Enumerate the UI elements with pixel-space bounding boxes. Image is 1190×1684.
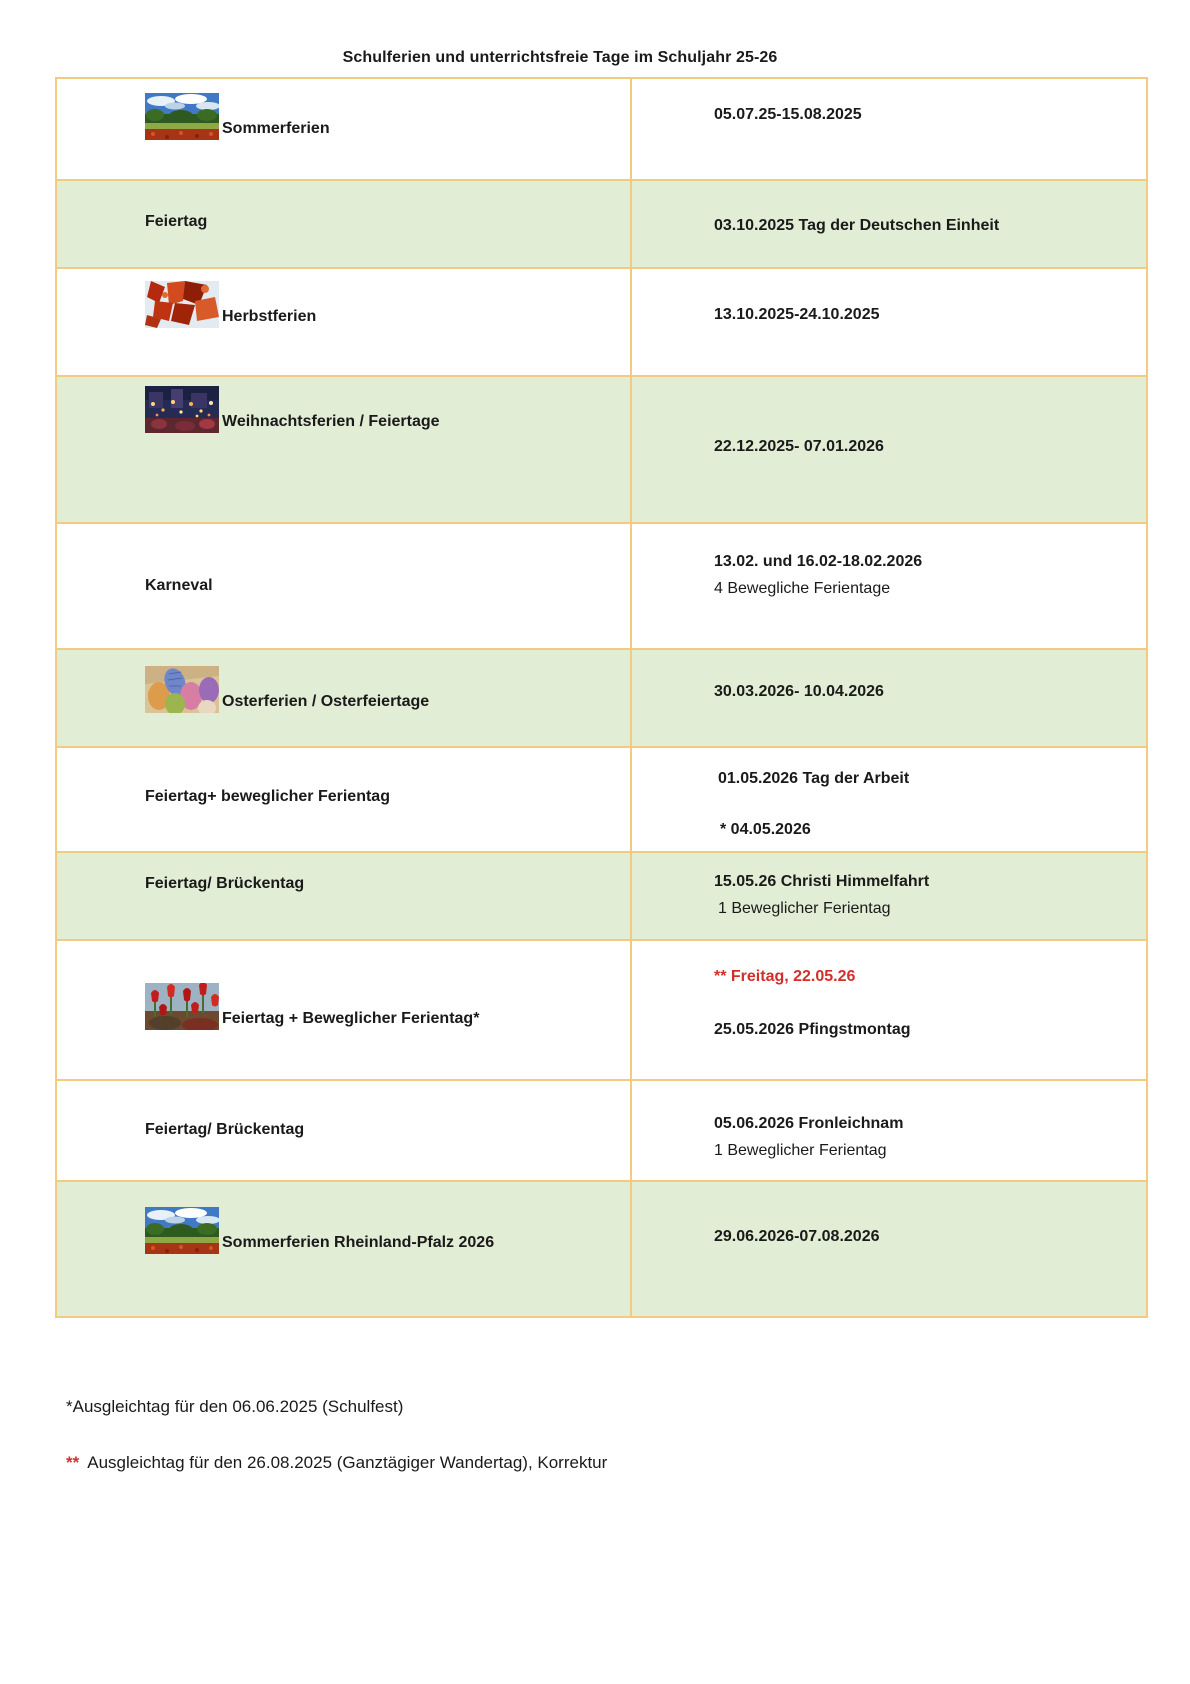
- holiday-label: Sommerferien Rheinland-Pfalz 2026: [222, 1234, 495, 1251]
- table-row-himmelfahrt: [57, 853, 1146, 941]
- table-row-fronleichnam: [57, 1081, 1146, 1182]
- holiday-name-cell: [57, 1182, 632, 1316]
- date-line: 4 Bewegliche Ferientage: [714, 580, 891, 597]
- holiday-name-cell: [57, 853, 632, 939]
- holiday-name-cell: [57, 524, 632, 648]
- holiday-dates-cell: [632, 1182, 1146, 1316]
- holiday-dates-cell: [632, 79, 1146, 179]
- summer-landscape-photo: [145, 1207, 219, 1254]
- holiday-name-cell: [57, 181, 632, 267]
- holiday-name-cell: [57, 650, 632, 746]
- red-tulips-photo: [145, 983, 219, 1030]
- holiday-dates-cell: [632, 941, 1146, 1079]
- table-row-osterferien: [57, 650, 1146, 748]
- date-line: 15.05.26 Christi Himmelfahrt: [714, 873, 930, 890]
- footnote-text: Ausgleichtag für den 26.08.2025 (Ganztägiger Wandertag), Korrektur: [87, 1453, 608, 1472]
- holiday-name-cell: [57, 748, 632, 851]
- holiday-label: Feiertag+ beweglicher Ferientag: [145, 788, 390, 805]
- holiday-label: Osterferien / Osterfeiertage: [222, 693, 430, 710]
- date-line: 22.12.2025- 07.01.2026: [714, 438, 884, 455]
- christmas-market-photo: [145, 386, 219, 433]
- date-line: 13.10.2025-24.10.2025: [714, 306, 880, 323]
- holiday-label: Feiertag + Beweglicher Ferientag*: [222, 1010, 480, 1027]
- table-row-sommerferien: [57, 79, 1146, 181]
- holiday-name-cell: [57, 941, 632, 1079]
- holiday-table: [55, 77, 1148, 1318]
- holiday-label: Karneval: [145, 577, 213, 594]
- holiday-label: Feiertag/ Brückentag: [145, 1121, 305, 1138]
- page-title: Schulferien und unterrichtsfreie Tage im Schuljahr 25-26: [342, 49, 778, 66]
- footnote-text: Ausgleichtag für den 06.06.2025 (Schulfest): [72, 1397, 404, 1416]
- table-row-karneval: [57, 524, 1146, 650]
- date-line-highlighted: ** Freitag, 22.05.26: [714, 968, 856, 985]
- footnote-2: [66, 1452, 607, 1474]
- table-row-pfingsten: [57, 941, 1146, 1081]
- date-line: 30.03.2026- 10.04.2026: [714, 683, 884, 700]
- footnote-marker-red: **: [66, 1453, 80, 1472]
- summer-landscape-photo: [145, 93, 219, 140]
- holiday-dates-cell: [632, 1081, 1146, 1180]
- holiday-dates-cell: [632, 650, 1146, 746]
- holiday-name-cell: [57, 79, 632, 179]
- holiday-dates-cell: [632, 181, 1146, 267]
- date-line: * 04.05.2026: [720, 821, 811, 838]
- holiday-label: Herbstferien: [222, 308, 317, 325]
- date-line: 1 Beweglicher Ferientag: [714, 1142, 887, 1159]
- date-line: 1 Beweglicher Ferientag: [718, 900, 891, 917]
- holiday-label: Feiertag: [145, 213, 208, 230]
- holiday-dates-cell: [632, 748, 1146, 851]
- holiday-name-cell: [57, 1081, 632, 1180]
- holiday-label: Feiertag/ Brückentag: [145, 875, 305, 892]
- date-line: 03.10.2025 Tag der Deutschen Einheit: [714, 217, 1000, 234]
- holiday-label: Sommerferien: [222, 120, 330, 137]
- holiday-name-cell: [57, 377, 632, 522]
- autumn-leaves-photo: [145, 281, 219, 328]
- date-line: 25.05.2026 Pfingstmontag: [714, 1021, 911, 1038]
- date-line: 05.06.2026 Fronleichnam: [714, 1115, 904, 1132]
- holiday-dates-cell: [632, 853, 1146, 939]
- holiday-dates-cell: [632, 377, 1146, 522]
- date-line: 13.02. und 16.02-18.02.2026: [714, 553, 923, 570]
- footnote-marker: *: [66, 1397, 73, 1416]
- holiday-name-cell: [57, 269, 632, 375]
- easter-eggs-photo: [145, 666, 219, 713]
- date-line: 29.06.2026-07.08.2026: [714, 1228, 880, 1245]
- footnote-1: [66, 1396, 403, 1418]
- holiday-dates-cell: [632, 269, 1146, 375]
- date-line: 05.07.25-15.08.2025: [714, 106, 862, 123]
- holiday-dates-cell: [632, 524, 1146, 648]
- holiday-label: Weihnachtsferien / Feiertage: [222, 413, 440, 430]
- date-line: 01.05.2026 Tag der Arbeit: [718, 770, 910, 787]
- table-row-sommerferien-2026: [57, 1182, 1146, 1316]
- table-row-feiertag-einheit: [57, 181, 1146, 269]
- table-row-herbstferien: [57, 269, 1146, 377]
- table-row-weihnachtsferien: [57, 377, 1146, 524]
- table-row-tag-der-arbeit: [57, 748, 1146, 853]
